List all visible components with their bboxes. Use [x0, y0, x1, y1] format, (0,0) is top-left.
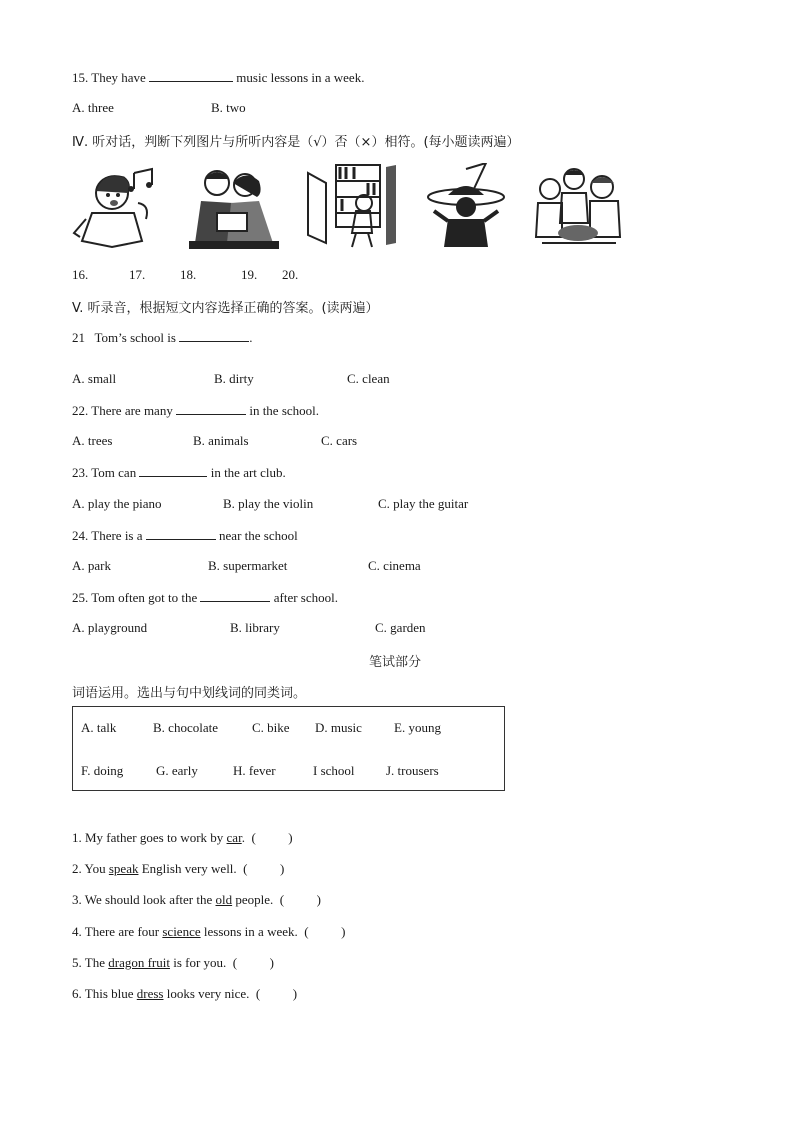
word-bank-item: E. young	[394, 720, 441, 735]
underlined-word: car	[226, 830, 242, 845]
written-part-heading: 笔试部分	[369, 655, 422, 670]
q23-option-b: B. play the violin	[223, 496, 314, 511]
q21-option-a: A. small	[72, 371, 117, 386]
q25-option-c: C. garden	[375, 620, 426, 635]
vocab-instruction: 词语运用。选出与句中划线词的同类词。	[72, 686, 307, 701]
underlined-word: dragon fruit	[108, 955, 170, 970]
word-bank-item: J. trousers	[386, 763, 439, 778]
vocab-item-6: 6. This blue dress looks very nice. ( )	[72, 986, 298, 1001]
word-bank-item: C. bike	[252, 720, 290, 735]
answer-blank	[179, 329, 249, 342]
q25-option-b: B. library	[230, 620, 280, 635]
reading-couple-picture	[187, 163, 281, 251]
music-singer-picture	[72, 163, 162, 251]
question-23: 23. Tom can in the art club.	[72, 465, 286, 480]
underlined-word: dress	[136, 986, 164, 1001]
question-25: 25. Tom often got to the after school.	[72, 590, 338, 605]
q22-option-b: B. animals	[193, 433, 249, 448]
section-4-title: Ⅳ. 听对话，判断下列图片与所听内容是（√）否（×）相符。(每小题读两遍）	[72, 135, 520, 150]
word-bank-item: B. chocolate	[153, 720, 218, 735]
question-22: 22. There are many in the school.	[72, 403, 320, 418]
children-group-picture	[532, 163, 626, 251]
word-bank-item: F. doing	[81, 763, 124, 778]
q23-option-c: C. play the guitar	[378, 496, 469, 511]
vocab-item-2: 2. You speak English very well. ( )	[72, 861, 285, 876]
q21-option-b: B. dirty	[214, 371, 254, 386]
word-bank-item: I school	[313, 763, 355, 778]
word-bank-item: H. fever	[233, 763, 276, 778]
underlined-word: science	[162, 924, 201, 939]
answer-blank	[146, 527, 216, 540]
vocab-item-5: 5. The dragon fruit is for you. ( )	[72, 955, 274, 970]
q24-option-b: B. supermarket	[208, 558, 288, 573]
q25-option-a: A. playground	[72, 620, 148, 635]
q24-option-c: C. cinema	[368, 558, 421, 573]
answer-blank	[149, 69, 233, 82]
underlined-word: speak	[108, 861, 139, 876]
answer-blank	[200, 589, 270, 602]
q22-option-a: A. trees	[72, 433, 113, 448]
q24-option-a: A. park	[72, 558, 111, 573]
question-21: 21 Tom’s school is .	[72, 330, 253, 345]
vocab-item-3: 3. We should look after the old people. ( )	[72, 892, 321, 907]
section-5-title: V. 听录音，根据短文内容选择正确的答案。(读两遍）	[72, 301, 379, 316]
hat-person-picture	[426, 163, 508, 251]
q15-option-a: A. three	[72, 100, 114, 115]
q23-option-a: A. play the piano	[72, 496, 162, 511]
q15-option-b: B. two	[211, 100, 246, 115]
word-bank-item: G. early	[156, 763, 198, 778]
word-bank-item: A. talk	[81, 720, 117, 735]
word-bank-item: D. music	[315, 720, 362, 735]
library-girl-picture	[306, 163, 398, 251]
q22-option-c: C. cars	[321, 433, 358, 448]
answer-blank	[176, 402, 246, 415]
vocab-item-4: 4. There are four science lessons in a week. ( )	[72, 924, 346, 939]
q21-option-c: C. clean	[347, 371, 390, 386]
vocab-item-1: 1. My father goes to work by car. ( )	[72, 830, 293, 845]
question-24: 24. There is a near the school	[72, 528, 298, 543]
word-bank-box	[72, 706, 505, 791]
question-15: 15. They have music lessons in a week.	[72, 70, 365, 85]
underlined-word: old	[215, 892, 233, 907]
answer-blank	[139, 464, 207, 477]
